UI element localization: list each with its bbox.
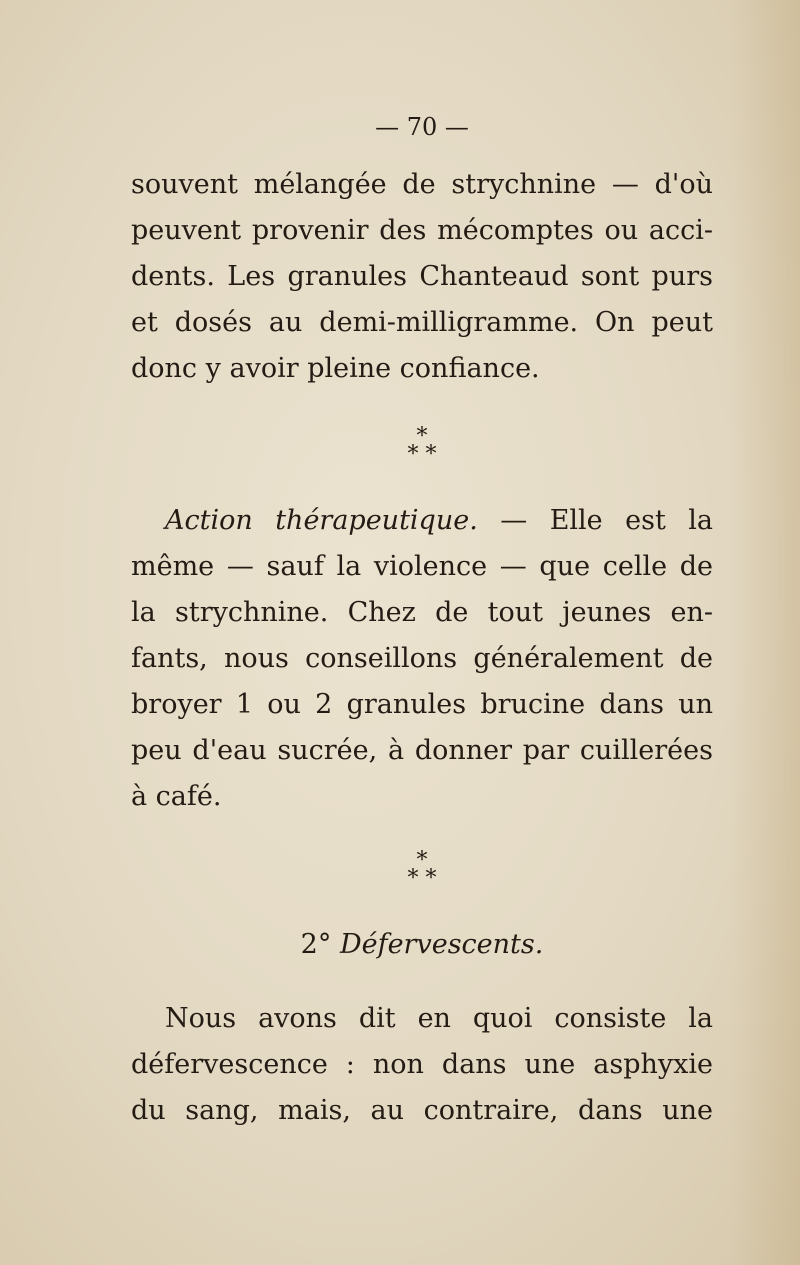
text-line: donc y avoir pleine confiance.: [131, 353, 540, 384]
page-number: — 70 —: [375, 113, 469, 141]
run-in-title: Action thérapeutique.: [165, 505, 478, 536]
asterism-top: *: [416, 848, 428, 873]
paragraph-action-therapeutique: [131, 498, 713, 820]
text-line: peu d'eau sucrée, à donner par cuillerées: [131, 735, 713, 766]
text-line: broyer 1 ou 2 granules brucine dans un: [131, 689, 713, 720]
text-line: à café.: [131, 781, 222, 812]
page-edge-shading: [730, 0, 800, 1265]
text-line: fants, nous conseillons généralement de: [131, 643, 713, 674]
text-line: défervescence : non dans une asphyxie: [131, 1049, 713, 1080]
text-line: et dosés au demi-milligramme. On peut: [131, 307, 713, 338]
text-line: [131, 498, 713, 544]
paragraph-defervescence: [131, 996, 713, 1134]
section-heading: [131, 922, 713, 968]
first-line-rest: — Elle est la: [477, 505, 713, 536]
asterism-separator: [131, 848, 713, 891]
asterism-bottom: * *: [407, 866, 437, 891]
section-number: 2°: [300, 929, 332, 960]
text-line: peuvent provenir des mécomptes ou acci-: [131, 215, 713, 246]
text-line: du sang, mais, au contraire, dans une: [131, 1095, 713, 1126]
book-page: [131, 0, 713, 1265]
paragraph-strychnine: [131, 162, 713, 392]
text-line: Nous avons dit en quoi consiste la: [165, 1003, 713, 1034]
asterism-top: *: [416, 424, 428, 449]
section-title: Défervescents.: [339, 929, 544, 960]
asterism-separator: [131, 424, 713, 467]
asterism-bottom: * *: [407, 442, 437, 467]
text-line: dents. Les granules Chanteaud sont purs: [131, 261, 713, 292]
text-line: même — sauf la violence — que celle de: [131, 551, 713, 582]
text-line: la strychnine. Chez de tout jeunes en-: [131, 597, 713, 628]
text-line: souvent mélangée de strychnine — d'où: [131, 169, 713, 200]
